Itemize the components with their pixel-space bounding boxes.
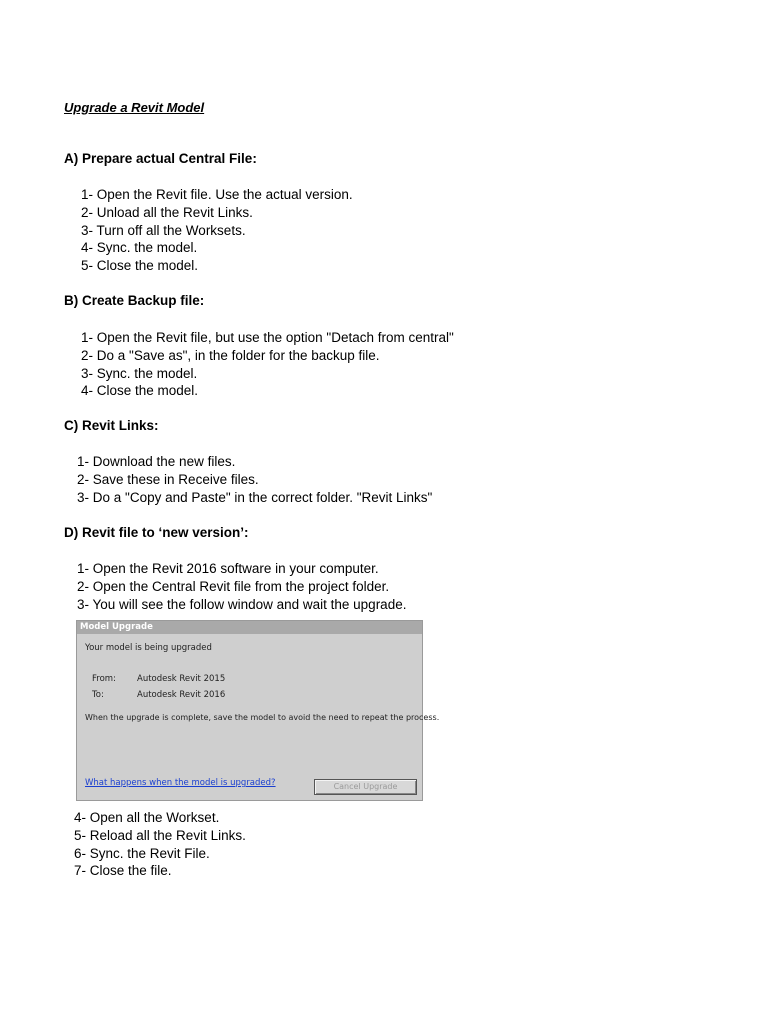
cancel-upgrade-button[interactable]: Cancel Upgrade: [314, 779, 417, 795]
list-item: 1- Open the Revit file. Use the actual version.: [81, 187, 353, 202]
document-title: Upgrade a Revit Model: [64, 100, 205, 115]
list-item: 2- Do a "Save as", in the folder for the backup file.: [81, 347, 380, 363]
to-label: To:: [92, 690, 104, 700]
list-item: 5- Reload all the Revit Links.: [74, 827, 246, 843]
upgrade-help-link[interactable]: What happens when the model is upgraded?: [85, 778, 276, 788]
list-item: 5- Close the model.: [81, 258, 199, 274]
list-item: 3- You will see the follow window and wait the upgrade.: [77, 596, 407, 612]
section-d-heading: D) Revit file to ‘new version’:: [64, 525, 249, 540]
list-item: 1- Download the new files.: [77, 454, 236, 469]
list-item: 2- Save these in Receive files.: [77, 471, 259, 487]
list-item: 3- Turn off all the Worksets.: [81, 222, 246, 238]
dialog-message: Your model is being upgraded: [85, 643, 212, 653]
list-item: 1- Open the Revit file, but use the option "Detach from central": [81, 330, 454, 345]
dialog-note: When the upgrade is complete, save the model to avoid the need to repeat the process.: [85, 713, 440, 722]
section-a-heading: A) Prepare actual Central File:: [64, 151, 257, 166]
list-item: 2- Open the Central Revit file from the project folder.: [77, 578, 390, 594]
list-item: 1- Open the Revit 2016 software in your computer.: [77, 561, 379, 576]
section-a-list: [81, 186, 353, 275]
from-value: Autodesk Revit 2015: [137, 674, 226, 684]
list-item: 6- Sync. the Revit File.: [74, 845, 210, 861]
list-item: 4- Close the model.: [81, 383, 199, 399]
section-d-list-continued: [74, 809, 246, 880]
list-item: 3- Sync. the model.: [81, 365, 198, 381]
section-c-heading: C) Revit Links:: [64, 418, 159, 433]
dialog-title: Model Upgrade: [77, 621, 422, 634]
section-c-list: [77, 453, 432, 506]
from-label: From:: [92, 674, 116, 684]
list-item: 2- Unload all the Revit Links.: [81, 204, 253, 220]
list-item: 4- Open all the Workset.: [74, 810, 220, 825]
section-b-heading: B) Create Backup file:: [64, 293, 205, 308]
section-b-list: [81, 329, 454, 400]
to-value: Autodesk Revit 2016: [137, 690, 226, 700]
list-item: 4- Sync. the model.: [81, 240, 198, 256]
model-upgrade-dialog: [76, 620, 440, 801]
section-d-list: [77, 560, 406, 613]
list-item: 3- Do a "Copy and Paste" in the correct folder. "Revit Links": [77, 489, 433, 505]
list-item: 7- Close the file.: [74, 863, 172, 879]
